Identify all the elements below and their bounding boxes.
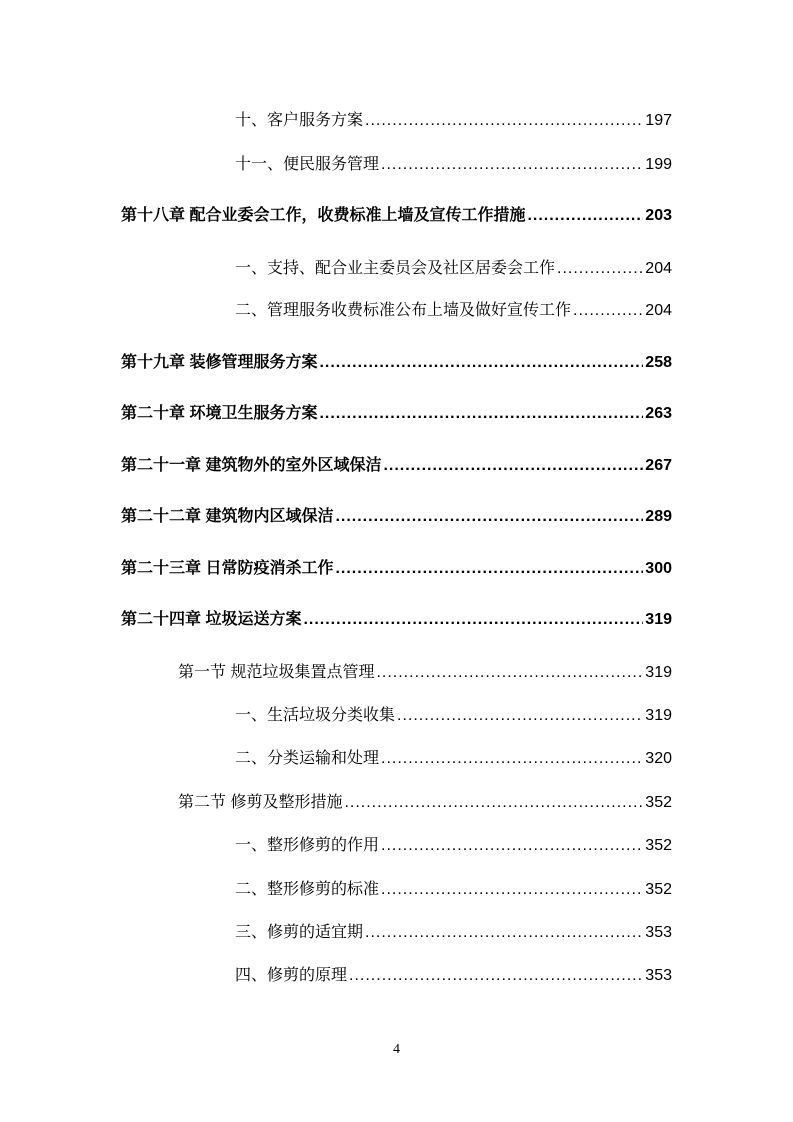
toc-dot-leader	[335, 560, 643, 578]
toc-dot-leader	[527, 207, 643, 225]
toc-entry-title: 第一节 规范垃圾集置点管理	[178, 664, 375, 681]
toc-entry-page: 352	[645, 837, 672, 854]
toc-entry[interactable]	[235, 832, 672, 855]
toc-chapter-entry[interactable]	[121, 202, 672, 225]
toc-dot-leader	[344, 794, 643, 812]
toc-section-entry[interactable]	[178, 659, 672, 682]
toc-entry-title: 第二十三章 日常防疫消杀工作	[121, 560, 334, 577]
toc-entry-title: 第十九章 装修管理服务方案	[121, 354, 318, 371]
toc-entry-title: 第二十章 环境卫生服务方案	[121, 405, 318, 422]
toc-entry-page: 267	[645, 457, 672, 474]
toc-dot-leader	[376, 664, 643, 682]
toc-entry-title: 二、分类运输和处理	[235, 750, 380, 767]
toc-dot-leader	[573, 302, 643, 320]
toc-entry-page: 258	[645, 354, 672, 371]
toc-chapter-entry[interactable]	[121, 606, 672, 629]
page-number: 4	[393, 1042, 400, 1057]
toc-entry[interactable]	[235, 107, 672, 130]
toc-entry-title: 一、整形修剪的作用	[235, 837, 380, 854]
toc-entry-page: 353	[645, 924, 672, 941]
toc-entry-title: 第二节 修剪及整形措施	[178, 794, 343, 811]
toc-entry-title: 二、管理服务收费标准公布上墙及做好宣传工作	[235, 302, 572, 319]
toc-dot-leader	[381, 750, 643, 768]
toc-chapter-entry[interactable]	[121, 349, 672, 372]
toc-entry-title: 十、客户服务方案	[235, 112, 364, 129]
toc-chapter-entry[interactable]	[121, 503, 672, 526]
toc-entry-title: 第二十四章 垃圾运送方案	[121, 611, 302, 628]
toc-entry[interactable]	[235, 876, 672, 899]
toc-entry-page: 203	[645, 207, 672, 224]
toc-entry-page: 320	[645, 750, 672, 767]
toc-entry-page: 319	[645, 611, 672, 628]
toc-chapter-entry[interactable]	[121, 400, 672, 423]
toc-entry-title: 四、修剪的原理	[235, 967, 348, 984]
toc-entry-page: 353	[645, 967, 672, 984]
toc-dot-leader	[383, 457, 643, 475]
toc-chapter-entry[interactable]	[121, 452, 672, 475]
toc-entry[interactable]	[235, 702, 672, 725]
toc-dot-leader	[349, 967, 643, 985]
toc-entry[interactable]	[235, 151, 672, 174]
toc-dot-leader	[365, 112, 643, 130]
toc-entry-page: 352	[645, 794, 672, 811]
toc-dot-leader	[335, 508, 643, 526]
toc-dot-leader	[365, 924, 643, 942]
toc-entry-title: 第二十二章 建筑物内区域保洁	[121, 508, 334, 525]
toc-entry-title: 一、生活垃圾分类收集	[235, 707, 396, 724]
toc-entry-page: 319	[645, 664, 672, 681]
toc-chapter-entry[interactable]	[121, 555, 672, 578]
toc-entry-page: 352	[645, 881, 672, 898]
toc-dot-leader	[381, 156, 643, 174]
toc-entry-page: 197	[645, 112, 672, 129]
toc-dot-leader	[397, 707, 643, 725]
toc-entry-title: 三、修剪的适宜期	[235, 924, 364, 941]
toc-entry-title: 第二十一章 建筑物外的室外区域保洁	[121, 457, 382, 474]
toc-entry-page: 289	[645, 508, 672, 525]
toc-entry[interactable]	[235, 297, 672, 320]
toc-entry-title: 一、支持、配合业主委员会及社区居委会工作	[235, 260, 556, 277]
toc-entry[interactable]	[235, 745, 672, 768]
toc-entry[interactable]	[235, 919, 672, 942]
toc-entry-page: 199	[645, 156, 672, 173]
toc-dot-leader	[303, 611, 643, 629]
toc-section-entry[interactable]	[178, 789, 672, 812]
toc-entry-page: 204	[645, 302, 672, 319]
toc-dot-leader	[319, 354, 643, 372]
toc-dot-leader	[381, 881, 643, 899]
toc-entry-page: 204	[645, 260, 672, 277]
toc-entry-title: 二、整形修剪的标准	[235, 881, 380, 898]
toc-dot-leader	[319, 405, 643, 423]
toc-entry-page: 300	[645, 560, 672, 577]
toc-dot-leader	[557, 260, 643, 278]
toc-entry[interactable]	[235, 255, 672, 278]
toc-entry-page: 319	[645, 707, 672, 724]
toc-entry-title: 第十八章 配合业委会工作，收费标准上墙及宣传工作措施	[121, 207, 526, 224]
toc-entry-title: 十一、便民服务管理	[235, 156, 380, 173]
toc-entry-page: 263	[645, 405, 672, 422]
toc-entry[interactable]	[235, 962, 672, 985]
toc-dot-leader	[381, 837, 643, 855]
